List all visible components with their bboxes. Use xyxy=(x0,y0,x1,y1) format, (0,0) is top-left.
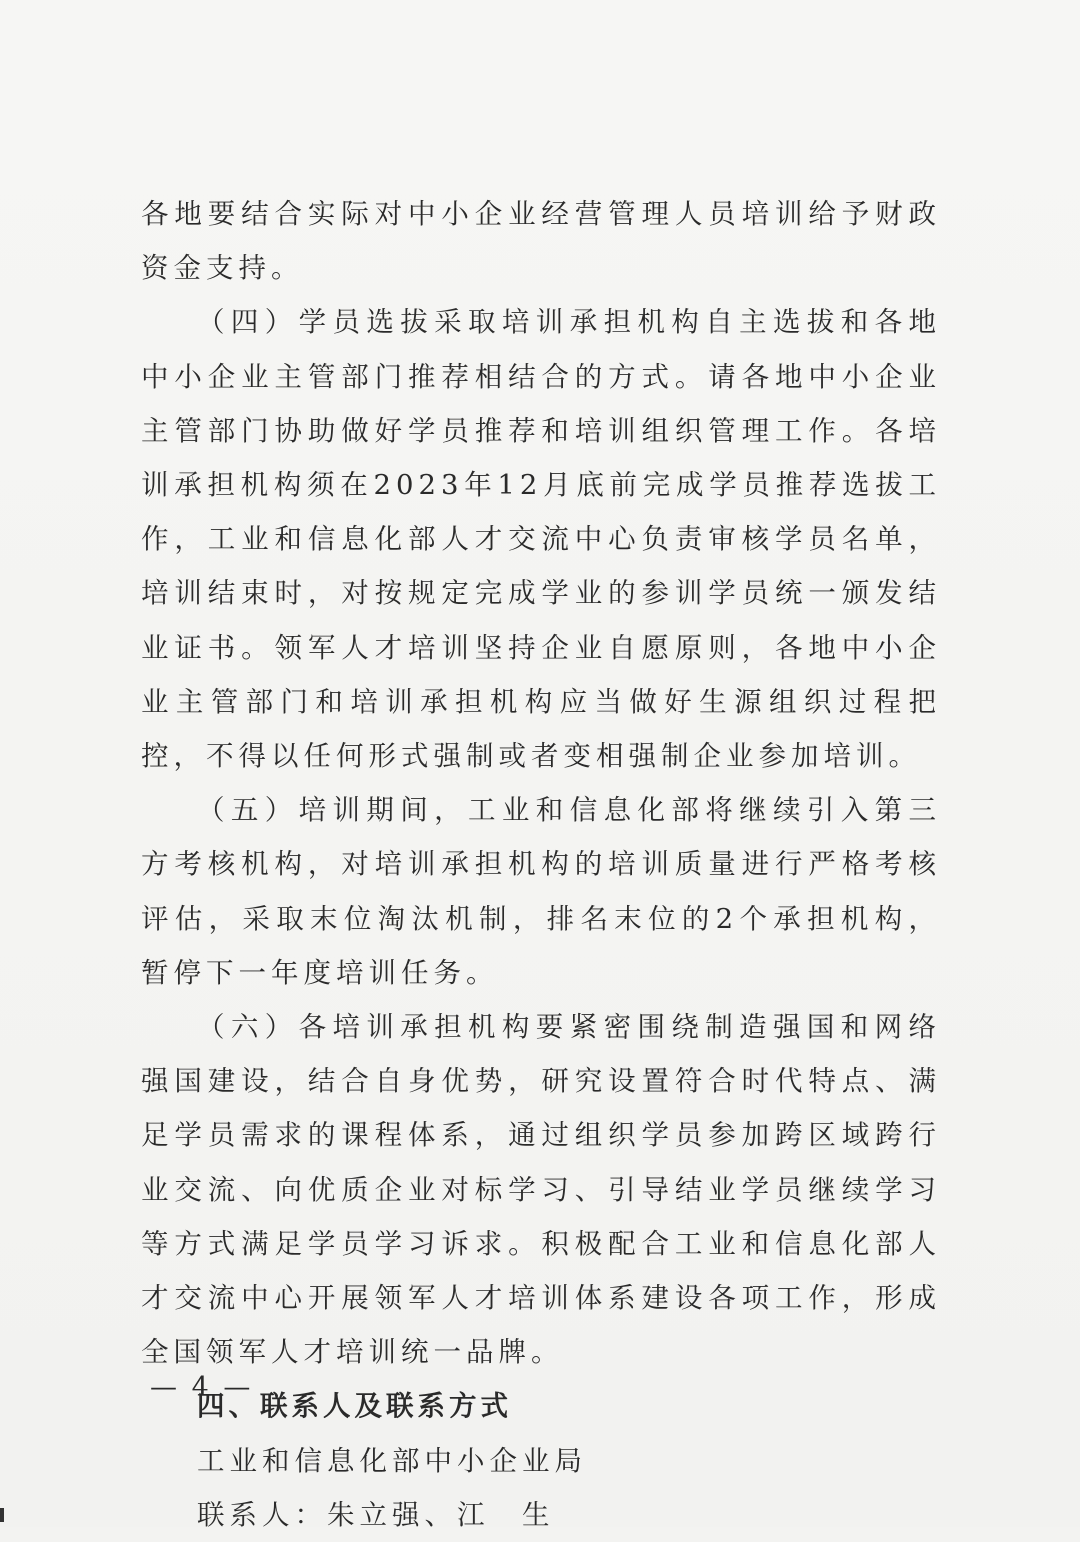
section-heading-contact: 四、联系人及联系方式 xyxy=(197,1390,512,1423)
document-body xyxy=(141,187,941,1542)
paragraph-item-5: （五）培训期间，工业和信息化部将继续引入第三方考核机构，对培训承担机构的培训质量进行严格考核评估，采取末位淘汰机制，排名末位的2个承担机构，暂停下一年度培训任务。 xyxy=(141,794,941,989)
contact-person: 联系人：朱立强、江 生 xyxy=(197,1498,555,1531)
scan-edge-mark xyxy=(0,1508,4,1522)
page-number: — 4 — xyxy=(150,1372,254,1403)
paragraph-item-6: （六）各培训承担机构要紧密围绕制造强国和网络强国建设，结合自身优势，研究设置符合时代特点、满足学员需求的课程体系，通过组织学员参加跨区域跨行业交流、向优质企业对标学习、引导结业学员继续学习等方式满足学员学习诉求。积极配合工业和信息化部人才交流中心开展领军人才培训体系建设各项工作，形成全国领军人才培训统一品牌。 xyxy=(141,1011,941,1369)
contact-organization: 工业和信息化部中小企业局 xyxy=(197,1444,587,1477)
paragraph-funding-support: 各地要结合实际对中小企业经营管理人员培训给予财政资金支持。 xyxy=(141,198,941,285)
paragraph-item-4: （四）学员选拔采取培训承担机构自主选拔和各地中小企业主管部门推荐相结合的方式。请各地中小企业主管部门协助做好学员推荐和培训组织管理工作。各培训承担机构须在2023年12月底前完成学员推荐选拔工作，工业和信息化部人才交流中心负责审核学员名单，培训结束时，对按规定完成学业的参训学员统一颁发结业证书。领军人才培训坚持企业自愿原则，各地中小企业主管部门和培训承担机构应当做好生源组织过程把控，不得以任何形式强制或者变相强制企业参加培训。 xyxy=(141,306,941,773)
